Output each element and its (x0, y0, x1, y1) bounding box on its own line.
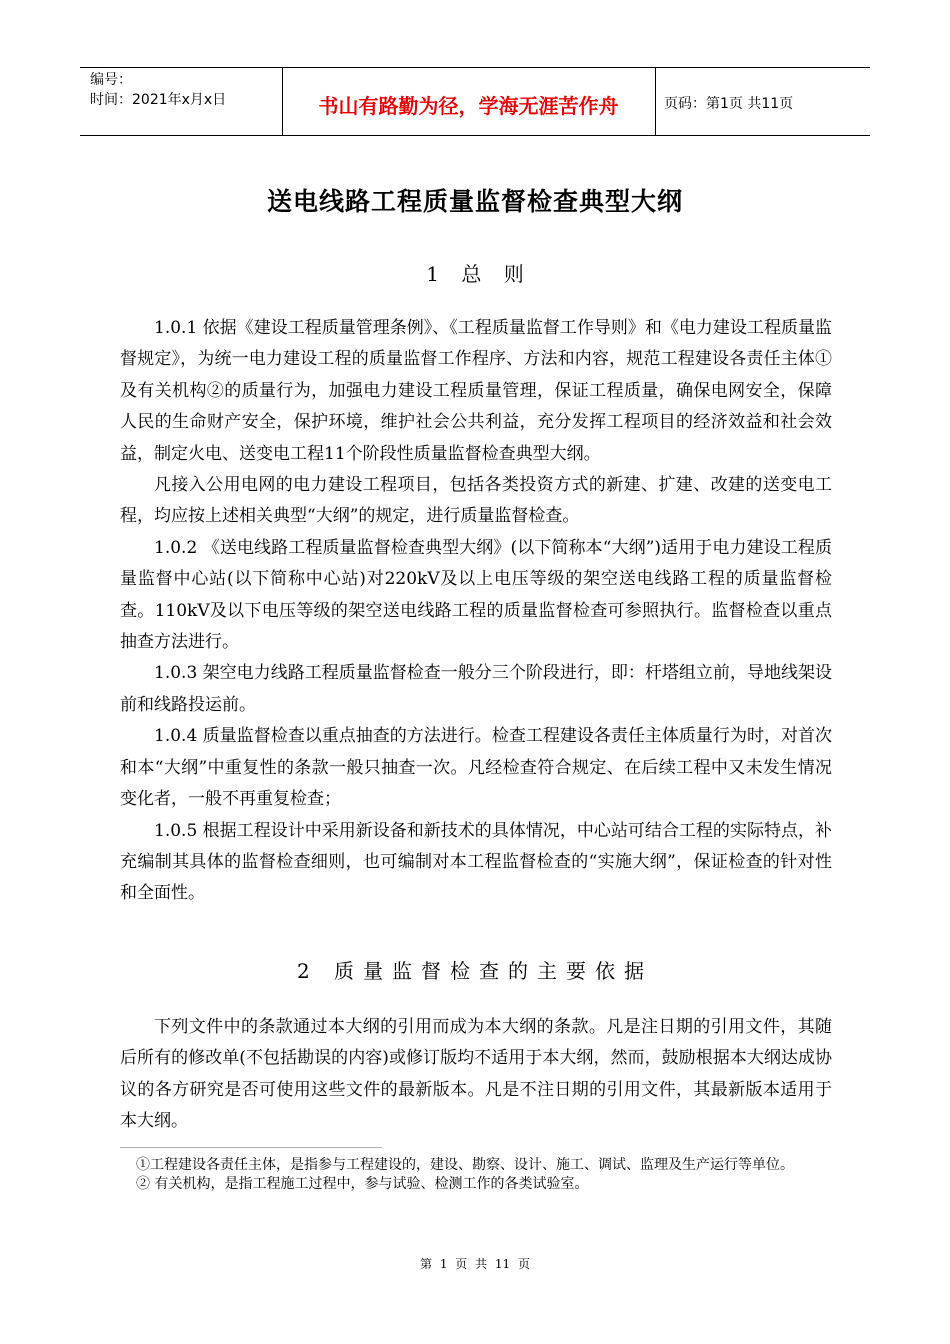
header-number-label: 编号： (90, 72, 132, 88)
footnote-separator (120, 1147, 382, 1148)
footnote-2: ② 有关机构，是指工程施工过程中，参与试验、检测工作的各类试验室。 (136, 1176, 589, 1192)
header-divider-right (655, 67, 656, 136)
paragraph: 下列文件中的条款通过本大纲的引用而成为本大纲的条款。凡是注日期的引用文件，其随后所有的修改单(不包括勘误的内容)或修订版均不适用于本大纲，然而，鼓励根据本大纲达成协议的各方研究是否可使用这些文件的最新版本。凡是不注日期的引用文件，其最新版本适用于本大纲。 (120, 1017, 832, 1132)
header-rule-bottom (80, 135, 870, 136)
paragraph: 1.0.5 根据工程设计中采用新设备和新技术的具体情况，中心站可结合工程的实际特点，补充编制其具体的监督检查细则，也可编制对本工程监督检查的“实施大纲”，保证检查的针对性和全面性。 (120, 820, 832, 904)
section-1-body (120, 313, 832, 910)
document-title: 送电线路工程质量监督检查典型大纲 (266, 187, 683, 216)
header-date-label: 时间：2021年x月x日 (90, 92, 227, 108)
section-1-heading: 1 总 则 (426, 262, 524, 286)
footnotes (136, 1156, 826, 1194)
header-meta (90, 70, 226, 110)
section-2-heading: 2 质量监督检查的主要依据 (296, 959, 654, 983)
footnote-1: ①工程建设各责任主体，是指参与工程建设的，建设、勘察、设计、施工、调试、监理及生产运行等单位。 (136, 1157, 794, 1173)
header-rule-top (80, 67, 870, 68)
paragraph: 1.0.3 架空电力线路工程质量监督检查一般分三个阶段进行，即：杆塔组立前，导地线架设前和线路投运前。 (120, 663, 832, 715)
header-page-label: 页码：第1页 共11页 (664, 96, 794, 112)
paragraph: 1.0.2 《送电线路工程质量监督检查典型大纲》(以下简称本“大纲”)适用于电力建设工程质量监督中心站(以下简称中心站)对220kV及以上电压等级的架空送电线路工程的质量监督检查。110kV及以下电压等级的架空送电线路工程的质量监督检查可参照执行。监督检查以重点抽查方法进行。 (120, 537, 832, 653)
header-motto: 书山有路勤为径，学海无涯苦作舟 (318, 94, 619, 118)
paragraph: 1.0.1 依据《建设工程质量管理条例》、《工程质量监督工作导则》和《电力建设工程质量监督规定》，为统一电力建设工程的质量监督工作程序、方法和内容，规范工程建设各责任主体①及有关机构②的质量行为，加强电力建设工程质量管理，保证工程质量，确保电网安全，保障人民的生命财产安全，保护环境，维护社会公共利益，充分发挥工程项目的经济效益和社会效益，制定火电、送变电工程11个阶段性质量监督检查典型大纲。 (120, 318, 832, 464)
paragraph: 凡接入公用电网的电力建设工程项目，包括各类投资方式的新建、扩建、改建的送变电工程，均应按上述相关典型“大纲”的规定，进行质量监督检查。 (120, 475, 832, 527)
page-footer: 第 1 页 共 11 页 (420, 1257, 530, 1271)
section-2-body (120, 1012, 832, 1138)
paragraph: 1.0.4 质量监督检查以重点抽查的方法进行。检查工程建设各责任主体质量行为时，对首次和本“大纲”中重复性的条款一般只抽查一次。凡经检查符合规定、在后续工程中又未发生情况变化者，一般不再重复检查； (120, 726, 832, 810)
